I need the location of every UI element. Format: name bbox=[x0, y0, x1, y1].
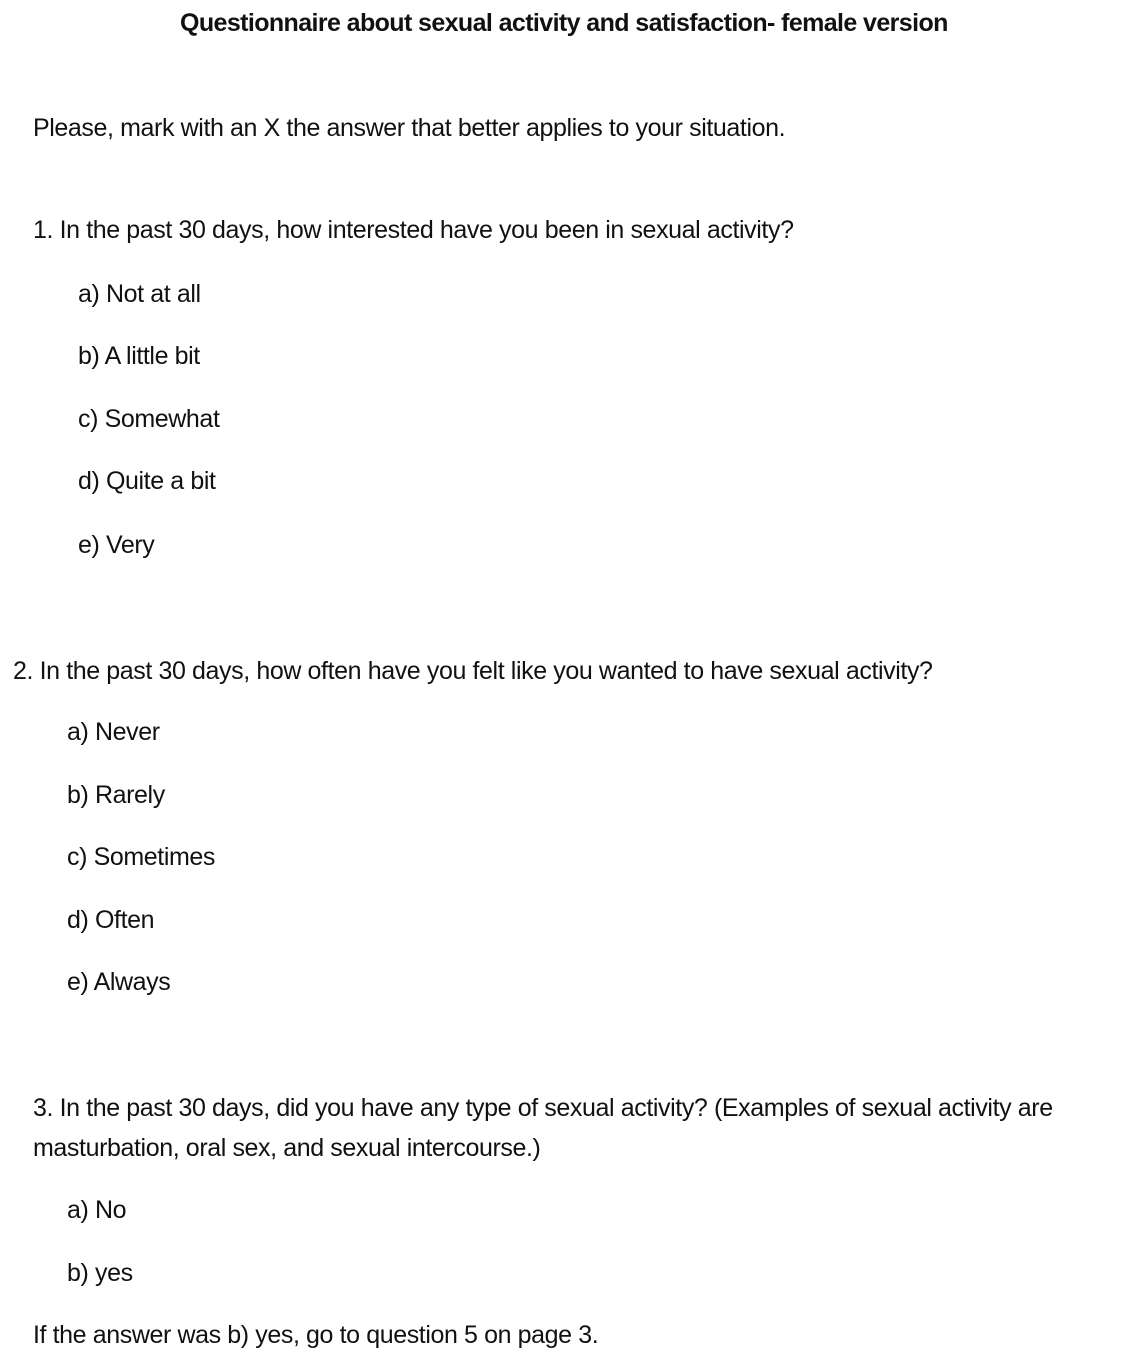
question-2-option-c[interactable]: c) Sometimes bbox=[67, 843, 216, 871]
question-1-option-e[interactable]: e) Very bbox=[78, 531, 155, 559]
question-2-option-d[interactable]: d) Often bbox=[67, 906, 155, 934]
question-1-option-c[interactable]: c) Somewhat bbox=[78, 405, 220, 433]
question-2-text: 2. In the past 30 days, how often have you felt like you wanted to have sexual activity? bbox=[13, 657, 933, 685]
question-2-option-a[interactable]: a) Never bbox=[67, 718, 160, 746]
question-1-option-b[interactable]: b) A little bit bbox=[78, 342, 200, 370]
page-title: Questionnaire about sexual activity and satisfaction- female version bbox=[180, 9, 948, 37]
question-2-option-e[interactable]: e) Always bbox=[67, 968, 171, 996]
question-2-option-b[interactable]: b) Rarely bbox=[67, 781, 165, 809]
question-3-skip-note: If the answer was b) yes, go to question 5 on page 3. bbox=[33, 1321, 599, 1349]
question-1-option-d[interactable]: d) Quite a bit bbox=[78, 467, 216, 495]
question-1-text: 1. In the past 30 days, how interested have you been in sexual activity? bbox=[33, 216, 794, 244]
instruction-text: Please, mark with an X the answer that better applies to your situation. bbox=[33, 114, 786, 142]
question-3-option-a[interactable]: a) No bbox=[67, 1196, 127, 1224]
question-3-text-line1: 3. In the past 30 days, did you have any type of sexual activity? (Examples of sexual activity are bbox=[33, 1094, 1053, 1122]
question-3-option-b[interactable]: b) yes bbox=[67, 1259, 133, 1287]
question-3-text-line2: masturbation, oral sex, and sexual intercourse.) bbox=[33, 1134, 541, 1162]
question-1-option-a[interactable]: a) Not at all bbox=[78, 280, 201, 308]
